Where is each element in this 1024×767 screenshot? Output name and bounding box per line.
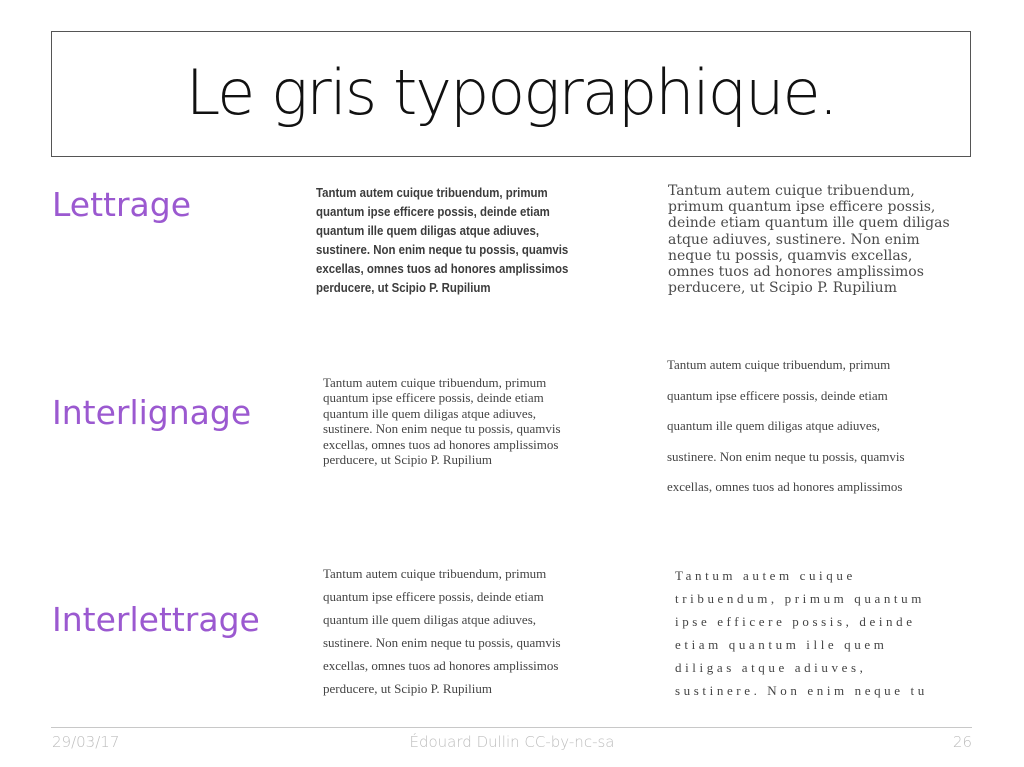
label-lettrage: Lettrage [52,185,192,224]
sample-interlettrage-normal: Tantum autem cuique tribuendum, primum quantum ipse efficere possis, deinde etiam quantum ille quem diligas atque adiuves, sustinere. Non enim neque tu possis, quamvis excellas, omnes tuos ad honores amplissimos perducere, ut Scipio P. Rupilium [323,566,561,696]
slide-title: Le gris typographique. [185,56,837,129]
sample-interlignage-tight: Tantum autem cuique tribuendum, primum quantum ipse efficere possis, deinde etiam quantum ille quem diligas atque adiuves, sustinere. Non enim neque tu possis, quamvis excellas, omnes tuos ad honores amplissimos perducere, ut Scipio P. Rupilium [323,375,561,468]
label-interlignage: Interlignage [52,393,252,432]
sample-interlignage-loose: Tantum autem cuique tribuendum, primum quantum ipse efficere possis, deinde etiam quantum ille quem diligas atque adiuves, sustinere. Non enim neque tu possis, quamvis excellas, omnes tuos ad honores amplissimos [667,357,905,494]
sample-interlettrage-wide: Tantum autem cuique tribuendum, primum quantum ipse efficere possis, deinde etiam quantum ille quem diligas atque adiuves, sustinere. Non enim neque tu [675,568,928,698]
title-box [51,31,971,157]
footer-divider [51,727,972,728]
footer-page-number: 26 [952,733,972,751]
sample-lettrage-light: Tantum autem cuique tribuendum, primum quantum ipse efficere possis, deinde etiam quantum ille quem diligas atque adiuves, sustinere. Non enim neque tu possis, quamvis excellas, omnes tuos ad honores amplissimos perducere, ut Scipio P. Rupilium [668,183,950,297]
footer-author: Édouard Dullin CC-by-nc-sa [409,733,615,751]
footer-date: 29/03/17 [52,733,120,751]
label-interlettrage: Interlettrage [52,600,260,639]
sample-lettrage-bold: Tantum autem cuique tribuendum, primum quantum ipse efficere possis, deinde etiam quantum ille quem diligas atque adiuves, sustinere. Non enim neque tu possis, quamvis excellas, omnes tuos ad honores amplissimos perducere, ut Scipio P. Rupilium [316,185,569,295]
